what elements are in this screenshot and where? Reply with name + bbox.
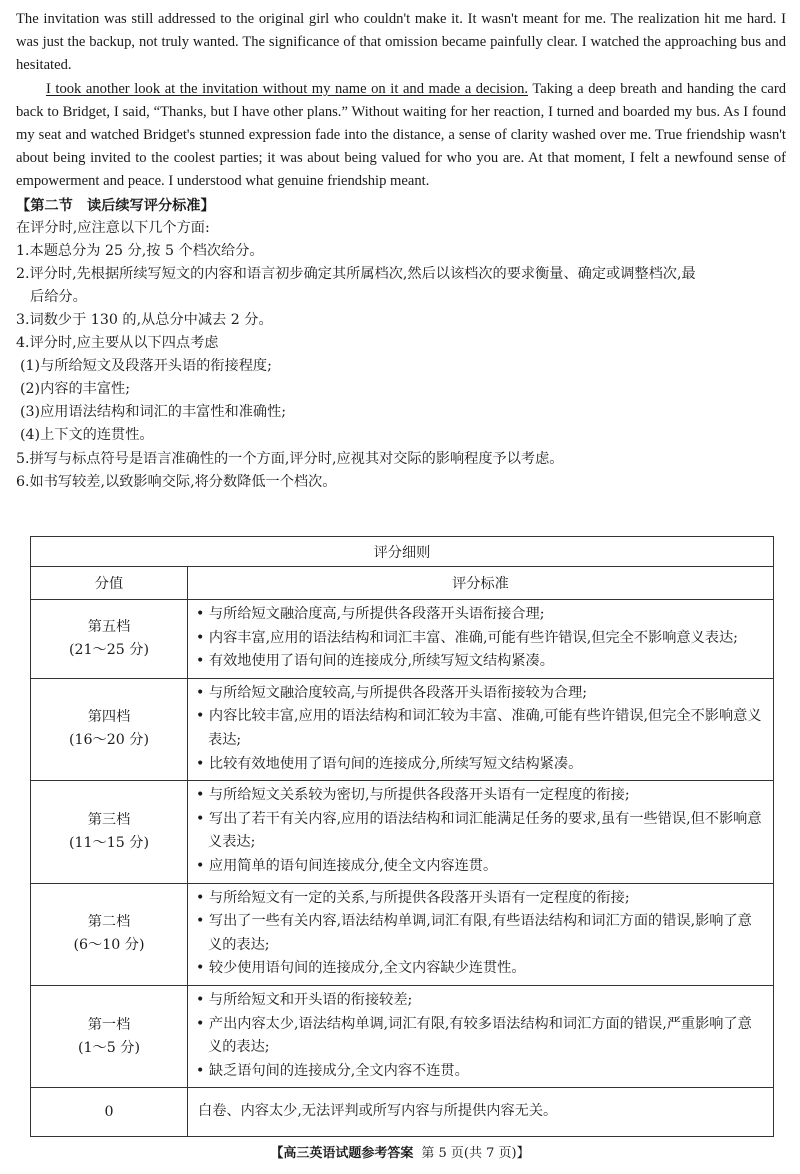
table-header-row bbox=[31, 567, 774, 600]
criteria-point: • 写出了若干有关内容,应用的语法结构和词汇能满足任务的要求,虽有一些错误,但不影响意义表达; bbox=[196, 810, 762, 851]
criteria-point: • 缺乏语句间的连接成分,全文内容不连贯。 bbox=[196, 1062, 469, 1079]
rule-item-3: 3.词数少于 130 的,从总分中减去 2 分。 bbox=[16, 312, 273, 328]
rule-item-5: 5.拼写与标点符号是语言准确性的一个方面,评分时,应视其对交际的影响程度予以考虑。 bbox=[16, 450, 564, 467]
criteria-point: • 产出内容太少,语法结构单调,词汇有限,有较多语法结构和词汇方面的错误,严重影响了意义的表达; bbox=[196, 1015, 752, 1056]
criteria-point: • 内容比较丰富,应用的语法结构和词汇较为丰富、准确,可能有些许错误,但完全不影响意义表达; bbox=[196, 708, 762, 748]
header-criteria: 评分标准 bbox=[188, 567, 774, 600]
footer-page-number: 第 5 页(共 7 页)】 bbox=[421, 1146, 530, 1161]
criteria-point: • 与所给短文融洽度高,与所提供各段落开头语衔接合理; bbox=[196, 606, 545, 622]
header-score: 分值 bbox=[31, 567, 188, 600]
grade-range: (1～5 分) bbox=[77, 1039, 140, 1056]
page-footer bbox=[0, 1142, 800, 1161]
criteria-cell bbox=[188, 600, 774, 679]
grade-name: 第三档 bbox=[87, 811, 131, 828]
section-intro: 在评分时,应注意以下几个方面: bbox=[16, 219, 210, 236]
grade-name: 第四档 bbox=[87, 709, 131, 726]
criteria-cell bbox=[188, 985, 774, 1087]
rule-item-2: 2.评分时,先根据所续写短文的内容和语言初步确定其所属档次,然后以该档次的要求衡量、确定或调整档次,最 bbox=[16, 265, 696, 282]
grade-range: (21～25 分) bbox=[68, 641, 150, 658]
footer-title: 【高三英语试题参考答案 bbox=[270, 1146, 414, 1161]
grade-cell bbox=[31, 883, 188, 985]
zero-criteria: 白卷、内容太少,无法评判或所写内容与所提供内容无关。 bbox=[188, 1088, 774, 1137]
table-row-zero bbox=[31, 1088, 774, 1137]
criteria-point: • 与所给短文关系较为密切,与所提供各段落开头语有一定程度的衔接; bbox=[196, 787, 630, 804]
section-title: 【第二节 读后续写评分标准】 bbox=[16, 197, 215, 214]
passage-paragraph-1: The invitation was still addressed to the original girl who couldn't make it. It wasn't meant for me. The realization hit me hard. I was just the backup, not truly wanted. The significance of that omission became painfully clear. I watched the approaching bus and hesitated. bbox=[16, 11, 786, 74]
rule-subitem-3: (3)应用语法结构和词汇的丰富性和准确性; bbox=[20, 404, 287, 421]
criteria-point: • 写出了一些有关内容,语法结构单调,词汇有限,有些语法结构和词汇方面的错误,影响了意义的表达; bbox=[196, 913, 752, 953]
rule-subitem-2: (2)内容的丰富性; bbox=[20, 381, 131, 398]
table-row bbox=[31, 985, 774, 1087]
criteria-point: • 内容丰富,应用的语法结构和词汇丰富、准确,可能有些许错误,但完全不影响意义表达; bbox=[196, 629, 738, 646]
grade-name: 第一档 bbox=[87, 1016, 131, 1033]
criteria-point: • 应用简单的语句间连接成分,使全文内容连贯。 bbox=[196, 857, 498, 874]
grade-cell bbox=[31, 678, 188, 780]
rule-item-6: 6.如书写较差,以致影响交际,将分数降低一个档次。 bbox=[16, 473, 337, 490]
grade-range: (16～20 分) bbox=[68, 732, 150, 749]
criteria-point: • 有效地使用了语句间的连接成分,所续写短文结构紧凑。 bbox=[196, 653, 554, 670]
table-row bbox=[31, 600, 774, 679]
zero-score: 0 bbox=[31, 1088, 188, 1137]
grade-name: 第五档 bbox=[87, 618, 131, 635]
table-row bbox=[31, 678, 774, 780]
page-content bbox=[16, 8, 786, 494]
criteria-cell bbox=[188, 781, 774, 883]
rule-item-2-continued: 后给分。 bbox=[30, 288, 87, 305]
rule-item-4: 4.评分时,应主要从以下四点考虑 bbox=[16, 335, 219, 352]
criteria-cell bbox=[188, 678, 774, 780]
table-row bbox=[31, 883, 774, 985]
grade-name: 第二档 bbox=[87, 914, 131, 931]
criteria-point: • 较少使用语句间的连接成分,全文内容缺少连贯性。 bbox=[196, 960, 526, 977]
table-caption: 评分细则 bbox=[31, 537, 774, 567]
criteria-point: • 比较有效地使用了语句间的连接成分,所续写短文结构紧凑。 bbox=[196, 755, 583, 772]
rubric-table bbox=[30, 536, 774, 1137]
passage-paragraph-2 bbox=[16, 78, 786, 194]
grade-cell bbox=[31, 600, 188, 679]
grade-range: (11～15 分) bbox=[68, 834, 150, 851]
grade-range: (6～10 分) bbox=[73, 937, 145, 954]
paragraph-2-rest: Taking a deep breath and handing the card back to Bridget, I said, “Thanks, but I have other plans.” Without waiting for her reaction, I turned and boarded my bus. As I found my seat and watched Bridget's stunned expression fade into the distance, a sense of clarity washed over me. True friendship wasn't about being invited to the coolest parties; it was about being valued for who you are. At that moment, I felt a newfound sense of empowerment and peace. I understood what genuine friendship meant. bbox=[16, 80, 786, 190]
criteria-cell bbox=[188, 883, 774, 985]
criteria-point: • 与所给短文有一定的关系,与所提供各段落开头语有一定程度的衔接; bbox=[196, 889, 630, 906]
grade-cell bbox=[31, 985, 188, 1087]
criteria-point: • 与所给短文融洽度较高,与所提供各段落开头语衔接较为合理; bbox=[196, 684, 588, 701]
criteria-point: • 与所给短文和开头语的衔接较差; bbox=[196, 991, 413, 1008]
rule-subitem-1: (1)与所给短文及段落开头语的衔接程度; bbox=[20, 358, 272, 375]
grade-cell bbox=[31, 781, 188, 883]
rule-subitem-4: (4)上下文的连贯性。 bbox=[20, 427, 154, 444]
table-row bbox=[31, 781, 774, 883]
rule-item-1: 1.本题总分为 25 分,按 5 个档次给分。 bbox=[16, 242, 264, 259]
underlined-sentence: I took another look at the invitation without my name on it and made a decision. bbox=[46, 80, 529, 97]
